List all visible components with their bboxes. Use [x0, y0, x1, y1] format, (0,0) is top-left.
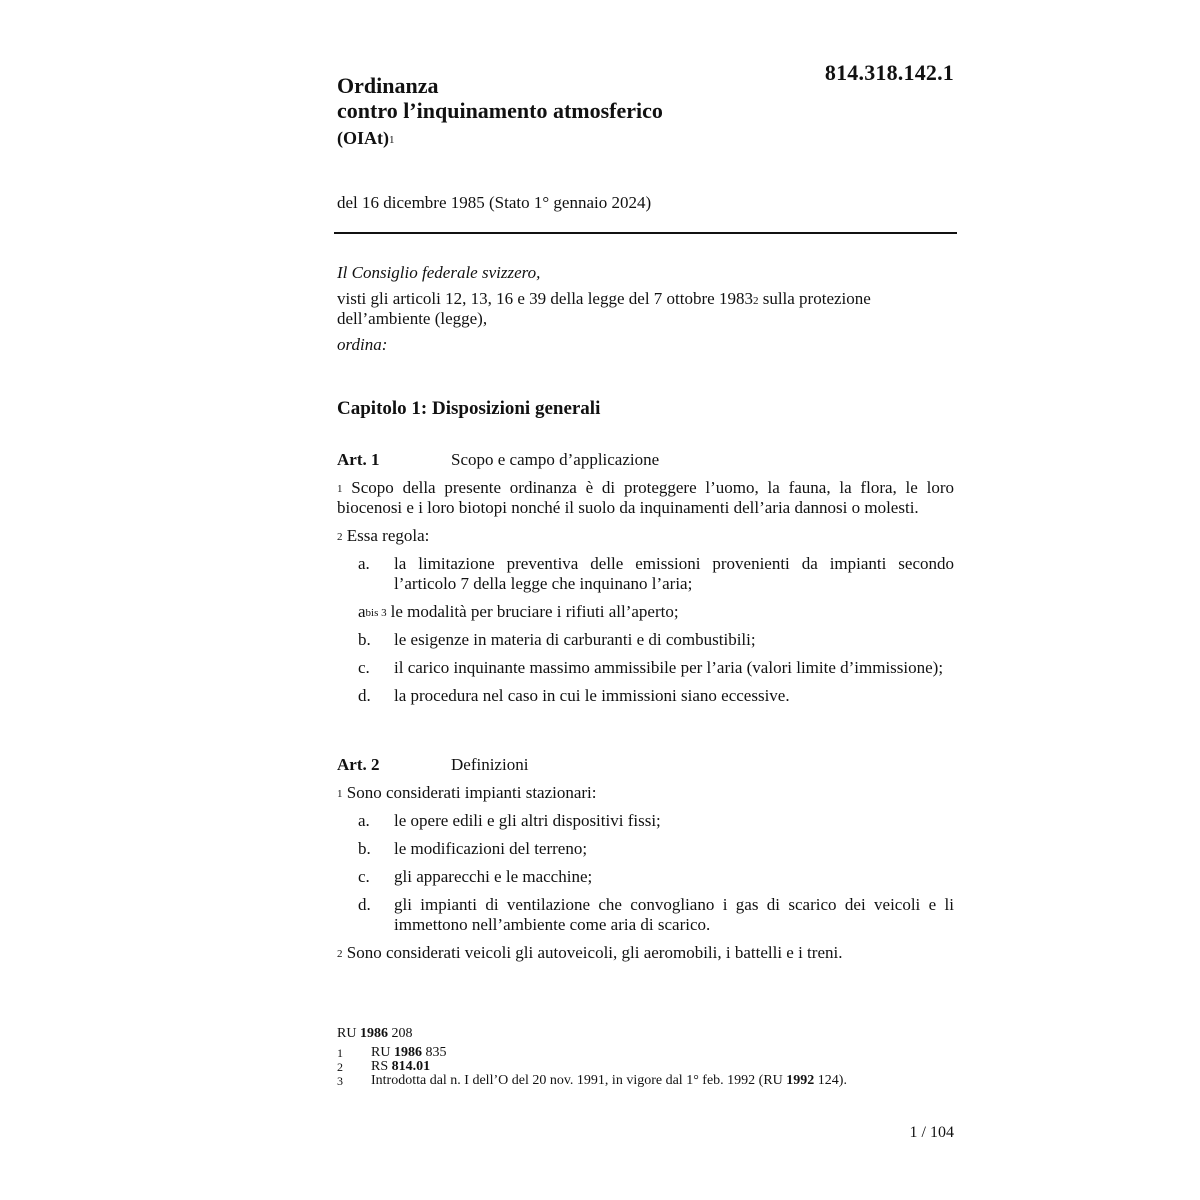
footnote-text-bold: 1992	[786, 1073, 815, 1088]
title-abbreviation	[337, 123, 663, 153]
list-item-label: d.	[358, 895, 371, 914]
list-item-label: a.	[358, 811, 370, 830]
document-page	[337, 0, 957, 1200]
paragraph-text: Scopo della presente ordinanza è di proteggere l’uomo, la fauna, la flora, le loro biocenosi e i loro biotopi nonché il suolo da inquinamenti dell’aria dannosi o molesti.	[337, 478, 954, 517]
list-item-label: a.	[358, 554, 370, 573]
list-item-text: gli impianti di ventilazione che convogliano i gas di scarico dei veicoli e li immettono nell’ambiente come aria di scarico.	[394, 895, 954, 934]
paragraph-text: Essa regola:	[342, 526, 430, 545]
rs-number: 814.318.142.1	[824, 60, 954, 85]
footnote-ref[interactable]: 2	[752, 295, 759, 307]
list-item-label: c.	[358, 867, 370, 886]
paragraph	[337, 478, 954, 518]
paragraph	[337, 943, 954, 963]
footnote-text-post: 124).	[814, 1073, 847, 1088]
footnote	[337, 1046, 957, 1060]
article-number: Art. 1	[337, 450, 380, 469]
footnote	[337, 1074, 957, 1088]
article-title: Definizioni	[451, 755, 529, 774]
list-item-text: gli apparecchi e le macchine;	[394, 867, 593, 886]
ru-page: 208	[387, 1026, 413, 1041]
list-item-label: c.	[358, 658, 370, 677]
list-item	[358, 554, 954, 594]
list-item	[358, 839, 954, 859]
paragraph	[337, 783, 954, 803]
article-number: Art. 2	[337, 755, 380, 774]
header-divider	[334, 232, 957, 234]
paragraph-number: 2	[337, 948, 343, 960]
list-item-text: le esigenze in materia di carburanti e di combustibili;	[394, 630, 756, 649]
preamble	[337, 263, 954, 361]
list-item	[358, 895, 954, 935]
list-item	[358, 867, 954, 887]
footnote-text	[371, 1060, 430, 1074]
footnotes	[337, 1027, 957, 1088]
article-1-heading	[337, 450, 954, 470]
paragraph-number: 2	[337, 531, 343, 543]
list-item	[358, 658, 954, 678]
page-number: 1 / 104	[909, 1124, 954, 1141]
title-line-2: contro l’inquinamento atmosferico	[337, 98, 663, 123]
list-item-label: d.	[358, 686, 371, 705]
preamble-basis-text: visti gli articoli 12, 13, 16 e 39 della legge del 7 ottobre 1983	[337, 289, 753, 308]
document-date: del 16 dicembre 1985 (Stato 1° gennaio 2024)	[337, 193, 652, 212]
footnote-number: 3	[337, 1074, 343, 1088]
article-1	[337, 450, 954, 714]
list-item-text: il carico inquinante massimo ammissibile per l’aria (valori limite d’immissione);	[394, 658, 944, 677]
preamble-basis	[337, 289, 954, 329]
paragraph-number: 1	[337, 788, 343, 800]
footnote-text	[371, 1046, 446, 1060]
list-item-text: la limitazione preventiva delle emissioni provenienti da impianti secondo l’articolo 7 della legge che inquinano l’aria;	[394, 554, 954, 593]
footnote-text-pre: Introdotta dal n. I dell’O del 20 nov. 1991, in vigore dal 1° feb. 1992 (RU	[371, 1073, 787, 1088]
footnote-ref[interactable]: bis 3	[365, 607, 387, 619]
paragraph-text: Sono considerati impianti stazionari:	[342, 783, 597, 802]
footnote-text-pre: RU	[371, 1045, 394, 1060]
ru-year: 1986	[359, 1026, 388, 1041]
preamble-decree: ordina:	[337, 335, 388, 354]
title-line-1: Ordinanza	[337, 73, 439, 98]
footnote-text	[371, 1074, 847, 1088]
ru-prefix: RU	[337, 1026, 360, 1041]
list-item-label	[358, 602, 387, 622]
article-title: Scopo e campo d’applicazione	[451, 450, 660, 469]
footnote	[337, 1060, 957, 1074]
preamble-authority: Il Consiglio federale svizzero,	[337, 263, 541, 282]
chapter-heading: Capitolo 1: Disposizioni generali	[337, 398, 601, 419]
footnote-text-pre: RS	[371, 1059, 392, 1074]
list-item-text: le opere edili e gli altri dispositivi fissi;	[394, 811, 661, 830]
article-2	[337, 755, 954, 971]
footnote-text-post: 835	[421, 1045, 447, 1060]
list-item-text: le modificazioni del terreno;	[394, 839, 588, 858]
list-item-label-letter: a	[358, 602, 366, 621]
document-title	[337, 73, 663, 153]
list-item-label: b.	[358, 630, 371, 649]
footnote-number: 2	[337, 1060, 343, 1074]
list-item-label: b.	[358, 839, 371, 858]
footnote-text-bold: 814.01	[391, 1059, 431, 1074]
paragraph-text: Sono considerati veicoli gli autoveicoli, gli aeromobili, i battelli e i treni.	[342, 943, 843, 962]
article-2-heading	[337, 755, 954, 775]
list-item-text: la procedura nel caso in cui le immissioni siano eccessive.	[394, 686, 790, 705]
paragraph	[337, 526, 954, 546]
paragraph-number: 1	[337, 483, 343, 495]
footnote-ref[interactable]: 1	[389, 134, 395, 146]
list-item	[358, 630, 954, 650]
list-item	[358, 602, 954, 622]
list-item-text: le modalità per bruciare i rifiuti all’aperto;	[390, 602, 679, 621]
footnote-number: 1	[337, 1046, 343, 1060]
list-item	[358, 811, 954, 831]
ru-reference	[337, 1027, 957, 1041]
abbreviation-text: (OIAt)	[337, 128, 389, 148]
preamble-basis-text-cont: sulla protezione dell’ambiente (legge),	[337, 289, 871, 328]
list-item	[358, 686, 954, 706]
footnote-text-bold: 1986	[393, 1045, 422, 1060]
